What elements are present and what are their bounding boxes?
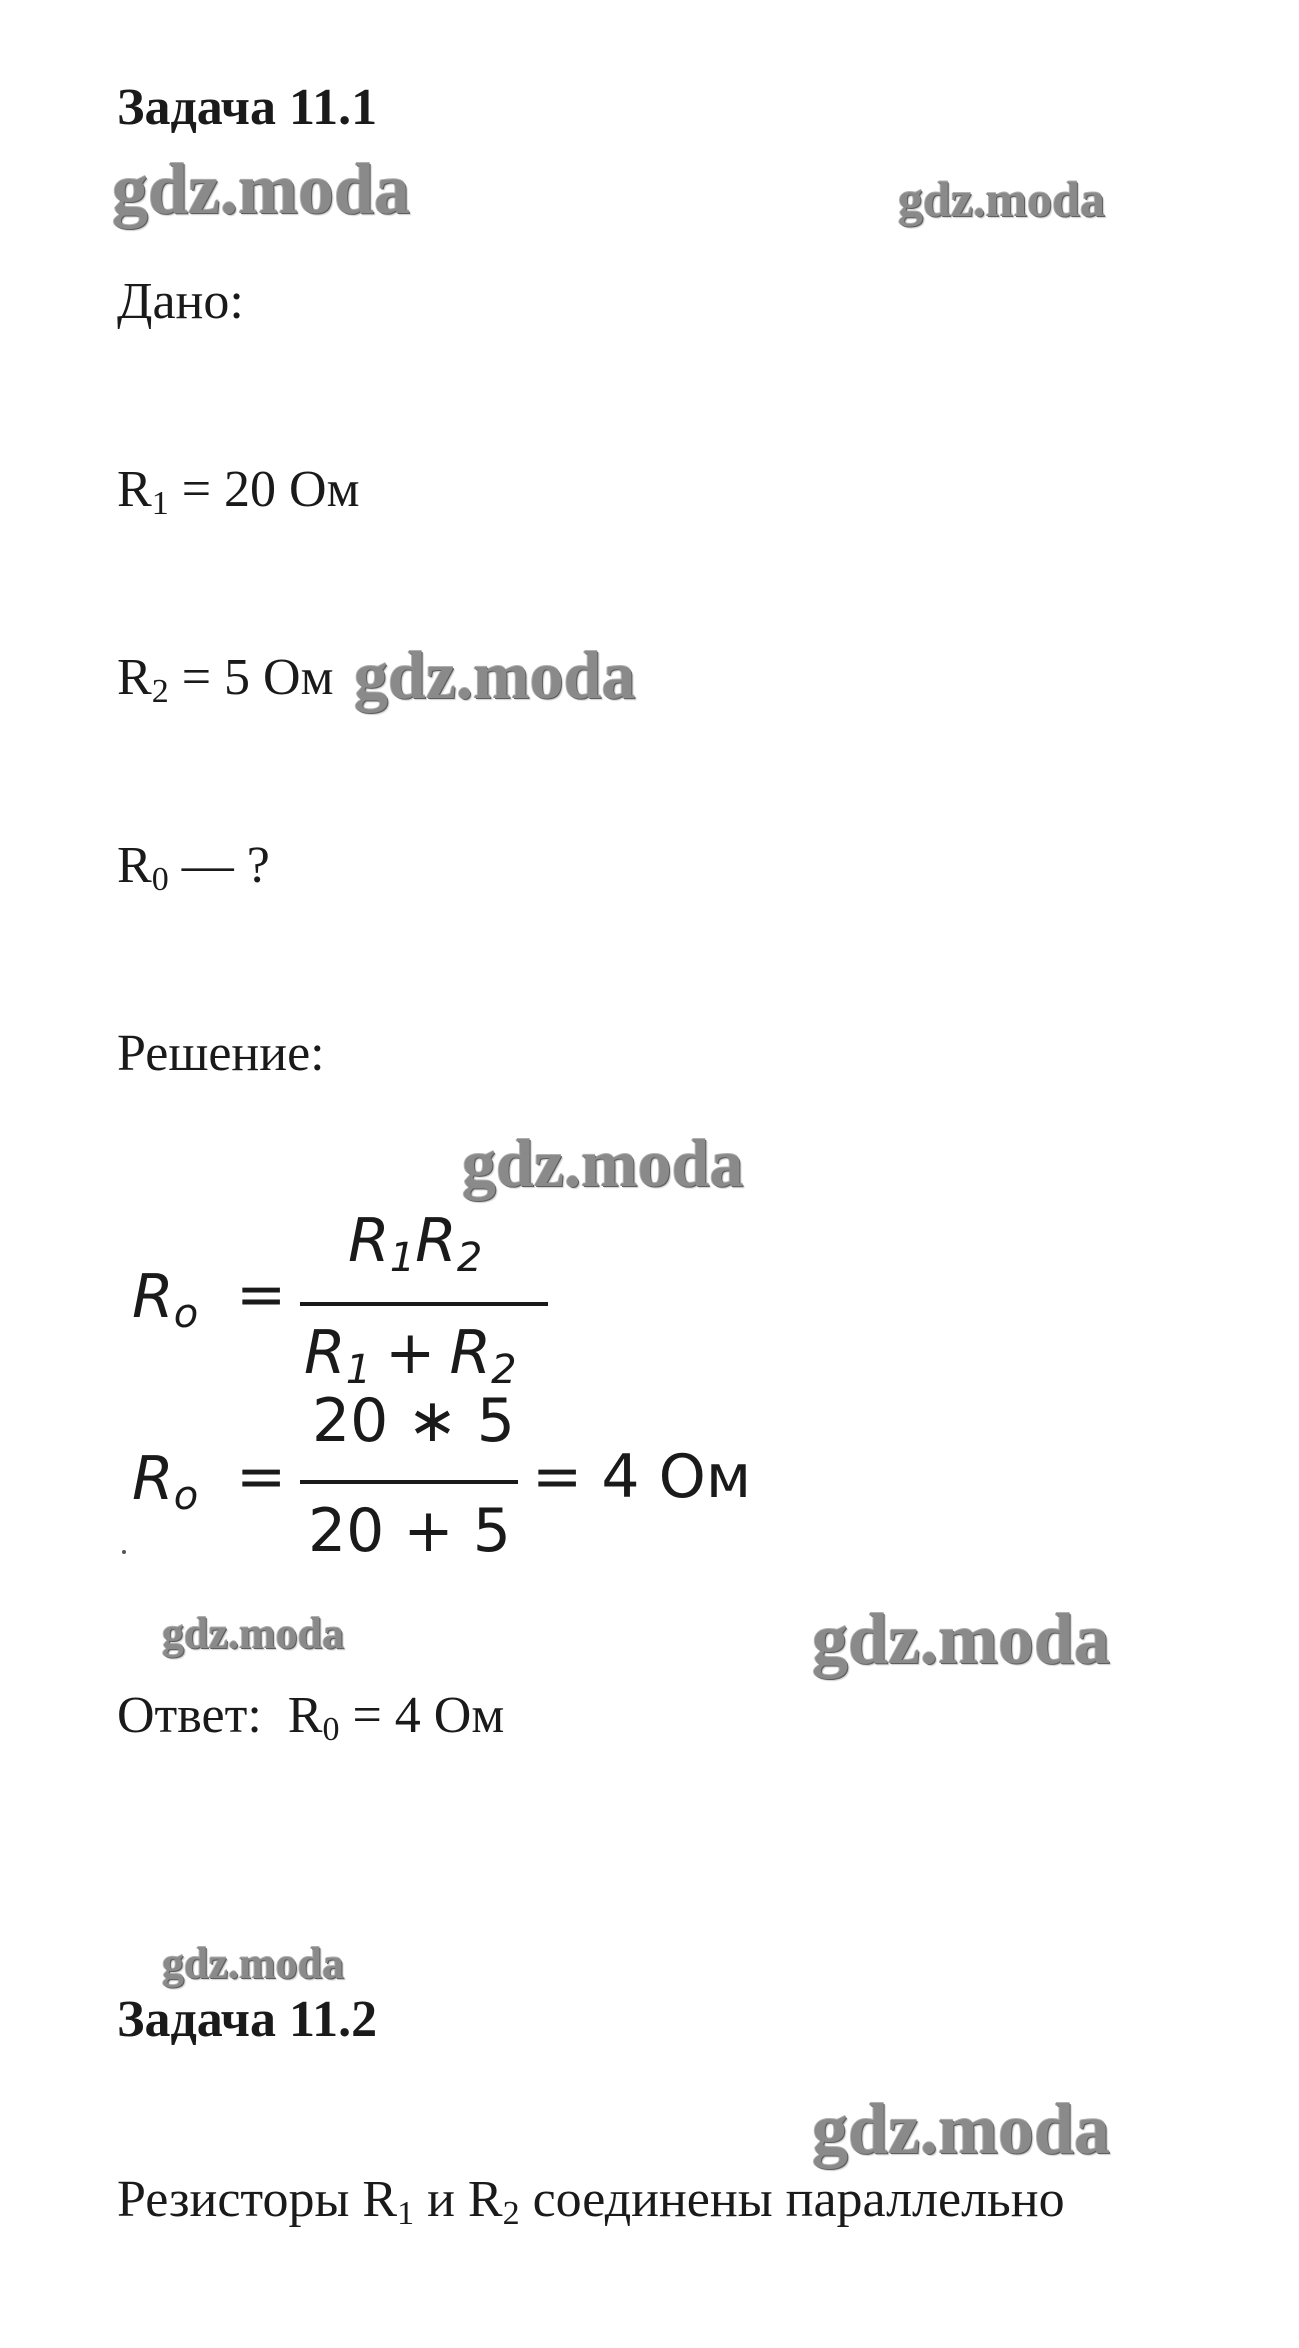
watermark: gdz.moda: [354, 637, 636, 713]
watermark: gdz.moda: [812, 2089, 1111, 2169]
task-11-2-text: Резисторы $R_1$ и $R_2$ соединены параллельно: [117, 2171, 1065, 2232]
formula1-numerator: $R_1R_2$: [348, 1206, 483, 1281]
task-11-1-title: Задача 11.1: [117, 79, 378, 136]
watermark: gdz.moda: [162, 1939, 345, 1988]
watermark: gdz.moda: [112, 149, 411, 229]
watermark: gdz.moda: [812, 1599, 1111, 1679]
formula2-denominator: 20 + 5: [308, 1496, 511, 1566]
watermark: gdz.moda: [462, 1125, 744, 1201]
given-label: Дано:: [117, 273, 244, 330]
given-r1: $R_1 = 20$ Ом: [117, 461, 360, 522]
task-11-2-title: Задача 11.2: [117, 1991, 378, 2048]
unknown-r0: $R_0$ — ?: [117, 837, 270, 898]
formula1-eq: =: [236, 1260, 287, 1330]
solution-label: Решение:: [117, 1025, 325, 1082]
formula2-fraction-bar: [300, 1480, 518, 1484]
answer: Ответ: $R_0 = 4$ Ом: [117, 1687, 505, 1748]
watermark: gdz.moda: [898, 171, 1105, 227]
watermark: gdz.moda: [162, 1609, 345, 1658]
formula1-denominator: $R_1 + R_2$: [304, 1318, 517, 1393]
formula2-eq: =: [236, 1442, 287, 1512]
formula2-lhs: $R_o$: [132, 1444, 199, 1519]
formula2-result: = 4 Ом: [532, 1442, 752, 1512]
formula1-fraction-bar: [300, 1302, 548, 1306]
formula1-lhs: $R_o$: [132, 1262, 199, 1337]
stray-dot: [122, 1550, 126, 1554]
formula2-numerator: 20 ∗ 5: [312, 1386, 515, 1456]
given-r2: $R_2 = 5$ Ом: [117, 649, 334, 710]
